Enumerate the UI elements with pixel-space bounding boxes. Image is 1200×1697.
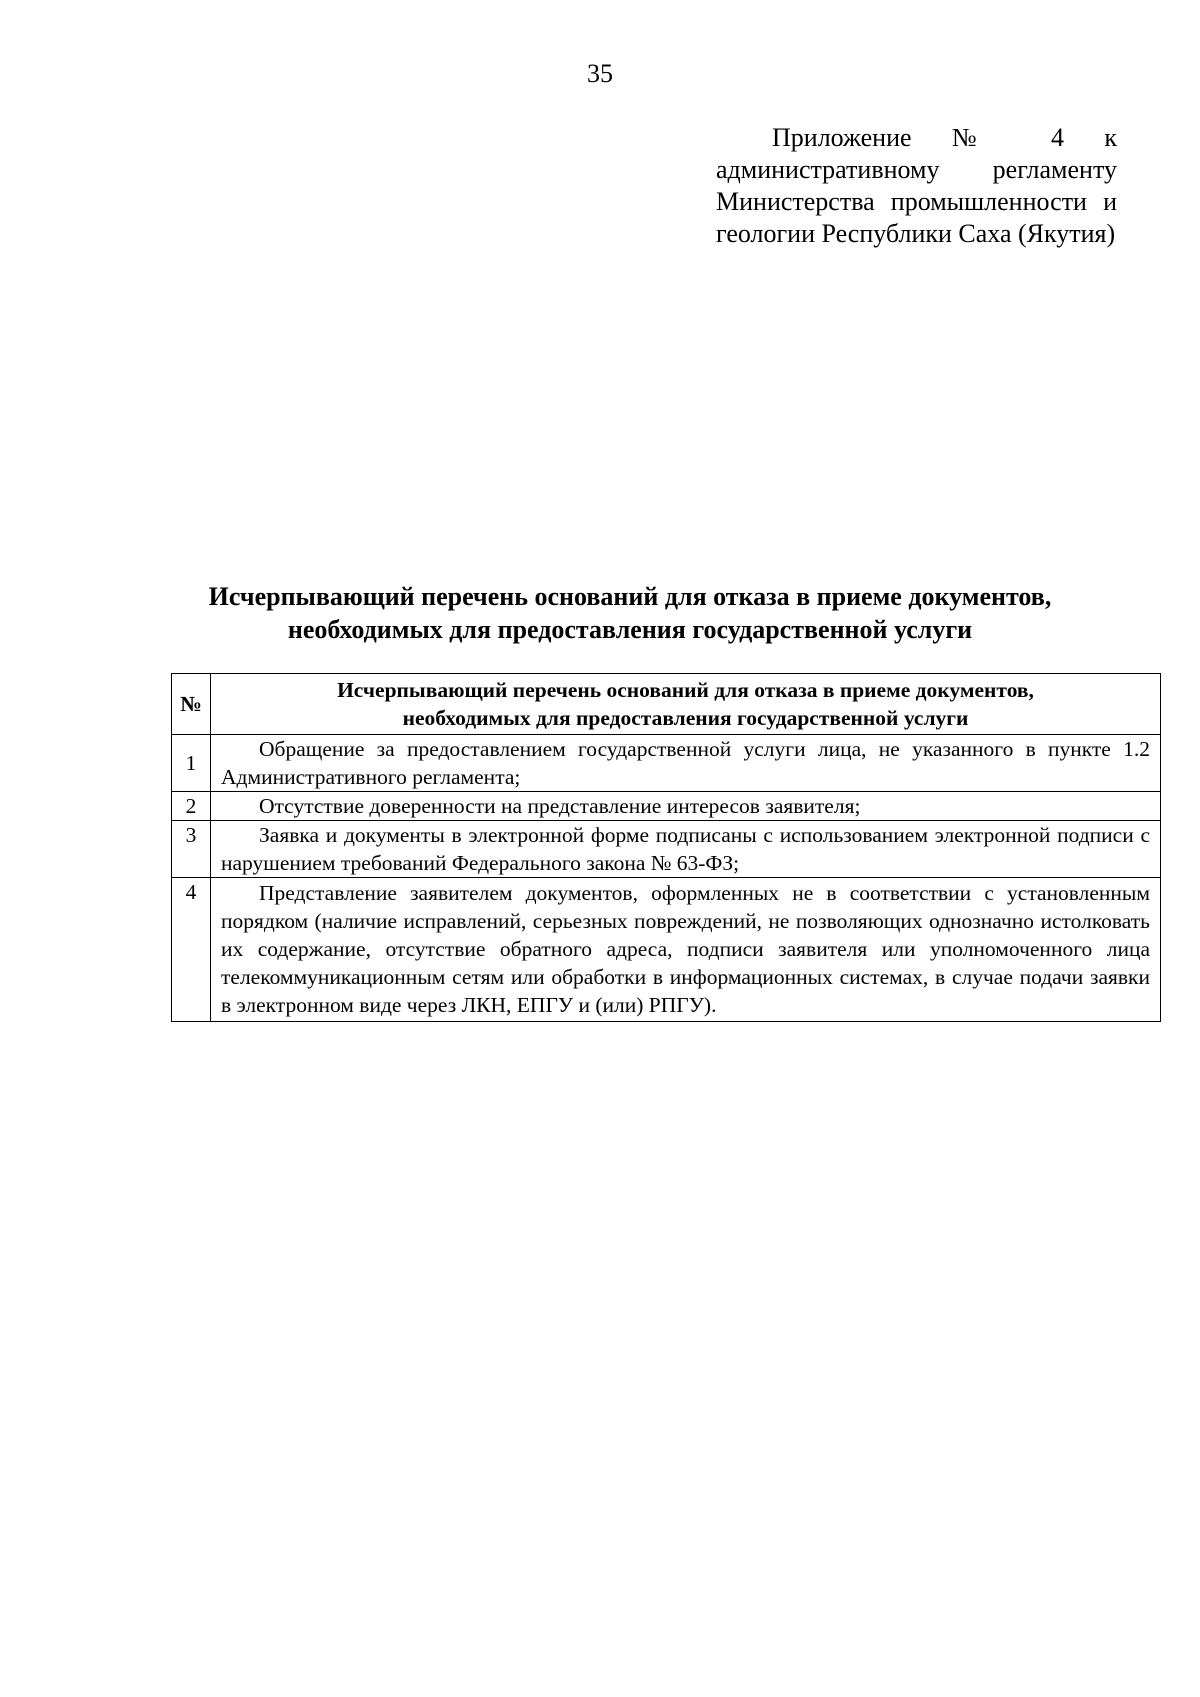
row-text: Представление заявителем документов, оформленных не в соответствии с установленным порядком (наличие исправлений, серьезных повреждений, не позволяющих однозначно истолковать их содержание, отсутствие обратного адреса, подписи заявителя или уполномоченного лица телекоммуникационным сетям или обработки в информационных системах, в случае подачи заявки в электронном виде через ЛКН, ЕПГУ и (или) РПГУ). (211, 878, 1161, 1022)
row-number: 2 (172, 792, 211, 821)
header-number: № (172, 674, 211, 735)
row-number: 4 (172, 878, 211, 1022)
header-grounds (211, 674, 1161, 735)
appendix-reference: Приложение № 4 к административному регламенту Министерства промышленности и геологии Республики Саха (Якутия) (716, 123, 1117, 248)
row-text: Заявка и документы в электронной форме подписаны с использованием электронной подписи с нарушением требований Федерального закона № 63-ФЗ; (211, 821, 1161, 878)
header-grounds-line-1: Исчерпывающий перечень оснований для отказа в приеме документов, (337, 678, 1034, 702)
table-row (172, 878, 1161, 1022)
document-title-line-1: Исчерпывающий перечень оснований для отказа в приеме документов, (208, 582, 1052, 611)
refusal-grounds-table (171, 673, 1161, 1022)
page-number: 35 (587, 59, 613, 88)
document-title (150, 580, 1110, 646)
document-title-line-2: необходимых для предоставления государственной услуги (287, 615, 973, 644)
table-header-row (172, 674, 1161, 735)
row-text: Обращение за предоставлением государственной услуги лица, не указанного в пункте 1.2 Административного регламента; (211, 735, 1161, 792)
header-grounds-line-2: необходимых для предоставления государственной услуги (402, 706, 969, 730)
table-row (172, 821, 1161, 878)
row-text: Отсутствие доверенности на представление интересов заявителя; (211, 792, 1161, 821)
row-number: 1 (172, 735, 211, 792)
table-row (172, 735, 1161, 792)
table-row (172, 792, 1161, 821)
row-number: 3 (172, 821, 211, 878)
